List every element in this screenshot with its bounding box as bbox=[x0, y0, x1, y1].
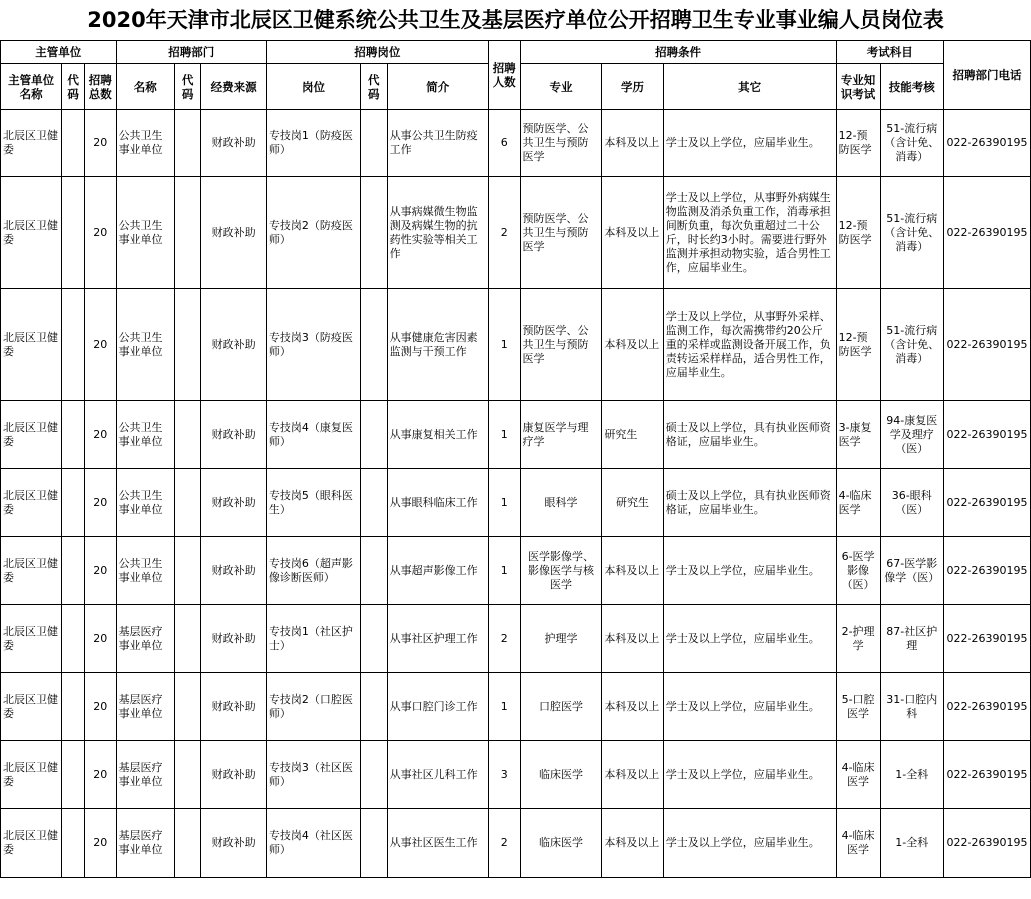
cell-skill-exam: 51-流行病（含计免、消毒） bbox=[880, 110, 943, 177]
cell-total: 20 bbox=[84, 177, 116, 289]
cell-major: 眼科学 bbox=[520, 469, 602, 537]
col-post-code: 代码 bbox=[361, 64, 388, 110]
cell-phone: 022-26390195 bbox=[943, 401, 1030, 469]
cell-supervisor-code bbox=[62, 401, 85, 469]
cell-dept-code bbox=[174, 289, 201, 401]
cell-dept-code bbox=[174, 469, 201, 537]
cell-education: 本科及以上 bbox=[602, 673, 663, 741]
cell-education: 本科及以上 bbox=[602, 177, 663, 289]
col-funding: 经费来源 bbox=[201, 64, 266, 110]
cell-dept-code bbox=[174, 673, 201, 741]
col-knowledge-exam: 专业知识考试 bbox=[836, 64, 880, 110]
cell-supervisor: 北辰区卫健委 bbox=[1, 110, 62, 177]
cell-count: 3 bbox=[488, 741, 520, 809]
cell-post-code bbox=[361, 741, 388, 809]
cell-education: 本科及以上 bbox=[602, 110, 663, 177]
cell-post: 专技岗1（社区护士） bbox=[266, 605, 360, 673]
cell-phone: 022-26390195 bbox=[943, 605, 1030, 673]
cell-post: 专技岗4（社区医师） bbox=[266, 809, 360, 878]
table-row bbox=[1, 469, 1031, 537]
cell-post-code bbox=[361, 537, 388, 605]
cell-education: 研究生 bbox=[602, 401, 663, 469]
cell-total: 20 bbox=[84, 809, 116, 878]
cell-total: 20 bbox=[84, 110, 116, 177]
cell-phone: 022-26390195 bbox=[943, 741, 1030, 809]
cell-post-code bbox=[361, 469, 388, 537]
cell-major: 口腔医学 bbox=[520, 673, 602, 741]
cell-education: 本科及以上 bbox=[602, 809, 663, 878]
col-major: 专业 bbox=[520, 64, 602, 110]
cell-other: 学士及以上学位，从事野外病媒生物监测及消杀负重工作，消毒承担间断负重，每次负重超过二十公斤，时长约3小时。需要进行野外监测并承担动物实验，适合男性工作，应届毕业生。 bbox=[663, 177, 836, 289]
cell-skill-exam: 1-全科 bbox=[880, 809, 943, 878]
cell-count: 1 bbox=[488, 401, 520, 469]
cell-dept: 基层医疗事业单位 bbox=[116, 809, 174, 878]
cell-knowledge-exam: 4-临床医学 bbox=[836, 809, 880, 878]
cell-intro: 从事社区儿科工作 bbox=[387, 741, 488, 809]
cell-skill-exam: 51-流行病（含计免、消毒） bbox=[880, 289, 943, 401]
cell-other: 硕士及以上学位，具有执业医师资格证，应届毕业生。 bbox=[663, 401, 836, 469]
cell-skill-exam: 87-社区护理 bbox=[880, 605, 943, 673]
cell-count: 2 bbox=[488, 809, 520, 878]
cell-supervisor-code bbox=[62, 110, 85, 177]
cell-post: 专技岗2（口腔医师） bbox=[266, 673, 360, 741]
cell-skill-exam: 31-口腔内科 bbox=[880, 673, 943, 741]
cell-supervisor-code bbox=[62, 741, 85, 809]
header-conditions: 招聘条件 bbox=[520, 41, 836, 64]
cell-count: 2 bbox=[488, 177, 520, 289]
table-row bbox=[1, 741, 1031, 809]
cell-skill-exam: 1-全科 bbox=[880, 741, 943, 809]
table-row bbox=[1, 110, 1031, 177]
cell-supervisor-code bbox=[62, 469, 85, 537]
cell-phone: 022-26390195 bbox=[943, 177, 1030, 289]
cell-count: 1 bbox=[488, 289, 520, 401]
table-row bbox=[1, 605, 1031, 673]
cell-post-code bbox=[361, 289, 388, 401]
table-row bbox=[1, 401, 1031, 469]
cell-dept: 基层医疗事业单位 bbox=[116, 673, 174, 741]
cell-post: 专技岗4（康复医师） bbox=[266, 401, 360, 469]
col-post: 岗位 bbox=[266, 64, 360, 110]
page-title: 2020年天津市北辰区卫健系统公共卫生及基层医疗单位公开招聘卫生专业事业编人员岗位表 bbox=[87, 8, 944, 32]
cell-major: 临床医学 bbox=[520, 741, 602, 809]
cell-intro: 从事眼科临床工作 bbox=[387, 469, 488, 537]
cell-major: 临床医学 bbox=[520, 809, 602, 878]
cell-post-code bbox=[361, 177, 388, 289]
cell-count: 2 bbox=[488, 605, 520, 673]
positions-table bbox=[0, 40, 1031, 878]
cell-other: 学士及以上学位，从事野外采样、监测工作，每次需携带约20公斤重的采样或监测设备开展工作，负责转运采样样品，适合男性工作，应届毕业生。 bbox=[663, 289, 836, 401]
cell-major: 预防医学、公共卫生与预防医学 bbox=[520, 289, 602, 401]
cell-dept-code bbox=[174, 741, 201, 809]
cell-knowledge-exam: 4-临床医学 bbox=[836, 469, 880, 537]
cell-other: 学士及以上学位，应届毕业生。 bbox=[663, 537, 836, 605]
col-supervisor-name: 主管单位名称 bbox=[1, 64, 62, 110]
cell-intro: 从事公共卫生防疫工作 bbox=[387, 110, 488, 177]
cell-major: 预防医学、公共卫生与预防医学 bbox=[520, 177, 602, 289]
cell-funding: 财政补助 bbox=[201, 537, 266, 605]
cell-supervisor: 北辰区卫健委 bbox=[1, 537, 62, 605]
cell-phone: 022-26390195 bbox=[943, 537, 1030, 605]
cell-education: 本科及以上 bbox=[602, 605, 663, 673]
header-count: 招聘人数 bbox=[488, 41, 520, 110]
cell-post: 专技岗6（超声影像诊断医师） bbox=[266, 537, 360, 605]
cell-post-code bbox=[361, 401, 388, 469]
header-supervisor: 主管单位 bbox=[1, 41, 117, 64]
col-intro: 简介 bbox=[387, 64, 488, 110]
cell-post: 专技岗2（防疫医师） bbox=[266, 177, 360, 289]
header-phone: 招聘部门电话 bbox=[943, 41, 1030, 110]
cell-major: 康复医学与理疗学 bbox=[520, 401, 602, 469]
cell-education: 本科及以上 bbox=[602, 537, 663, 605]
cell-total: 20 bbox=[84, 401, 116, 469]
cell-total: 20 bbox=[84, 741, 116, 809]
cell-funding: 财政补助 bbox=[201, 741, 266, 809]
cell-dept: 公共卫生事业单位 bbox=[116, 289, 174, 401]
cell-other: 学士及以上学位，应届毕业生。 bbox=[663, 809, 836, 878]
cell-knowledge-exam: 12-预防医学 bbox=[836, 289, 880, 401]
cell-intro: 从事健康危害因素监测与干预工作 bbox=[387, 289, 488, 401]
cell-post-code bbox=[361, 809, 388, 878]
table-row bbox=[1, 177, 1031, 289]
cell-funding: 财政补助 bbox=[201, 605, 266, 673]
cell-knowledge-exam: 12-预防医学 bbox=[836, 110, 880, 177]
col-total: 招聘总数 bbox=[84, 64, 116, 110]
cell-supervisor: 北辰区卫健委 bbox=[1, 177, 62, 289]
cell-supervisor: 北辰区卫健委 bbox=[1, 401, 62, 469]
cell-count: 1 bbox=[488, 673, 520, 741]
cell-supervisor-code bbox=[62, 809, 85, 878]
cell-post: 专技岗1（防疫医师） bbox=[266, 110, 360, 177]
cell-supervisor: 北辰区卫健委 bbox=[1, 741, 62, 809]
cell-dept-code bbox=[174, 177, 201, 289]
col-skill-exam: 技能考核 bbox=[880, 64, 943, 110]
cell-other: 学士及以上学位，应届毕业生。 bbox=[663, 741, 836, 809]
cell-post-code bbox=[361, 673, 388, 741]
cell-dept: 公共卫生事业单位 bbox=[116, 469, 174, 537]
cell-total: 20 bbox=[84, 673, 116, 741]
cell-post: 专技岗3（防疫医师） bbox=[266, 289, 360, 401]
cell-total: 20 bbox=[84, 537, 116, 605]
cell-knowledge-exam: 4-临床医学 bbox=[836, 741, 880, 809]
cell-dept: 公共卫生事业单位 bbox=[116, 401, 174, 469]
cell-total: 20 bbox=[84, 469, 116, 537]
cell-skill-exam: 36-眼科（医） bbox=[880, 469, 943, 537]
cell-dept-code bbox=[174, 401, 201, 469]
cell-funding: 财政补助 bbox=[201, 110, 266, 177]
col-education: 学历 bbox=[602, 64, 663, 110]
col-dept-code: 代码 bbox=[174, 64, 201, 110]
cell-funding: 财政补助 bbox=[201, 401, 266, 469]
cell-intro: 从事口腔门诊工作 bbox=[387, 673, 488, 741]
cell-knowledge-exam: 3-康复医学 bbox=[836, 401, 880, 469]
cell-supervisor: 北辰区卫健委 bbox=[1, 809, 62, 878]
cell-intro: 从事超声影像工作 bbox=[387, 537, 488, 605]
cell-supervisor: 北辰区卫健委 bbox=[1, 605, 62, 673]
cell-phone: 022-26390195 bbox=[943, 110, 1030, 177]
cell-dept: 基层医疗事业单位 bbox=[116, 605, 174, 673]
cell-dept-code bbox=[174, 537, 201, 605]
col-other: 其它 bbox=[663, 64, 836, 110]
cell-supervisor-code bbox=[62, 289, 85, 401]
cell-supervisor-code bbox=[62, 605, 85, 673]
cell-funding: 财政补助 bbox=[201, 469, 266, 537]
cell-knowledge-exam: 6-医学影像（医） bbox=[836, 537, 880, 605]
cell-post-code bbox=[361, 110, 388, 177]
cell-education: 本科及以上 bbox=[602, 289, 663, 401]
cell-intro: 从事社区医生工作 bbox=[387, 809, 488, 878]
cell-funding: 财政补助 bbox=[201, 673, 266, 741]
cell-major: 护理学 bbox=[520, 605, 602, 673]
cell-education: 研究生 bbox=[602, 469, 663, 537]
cell-supervisor-code bbox=[62, 537, 85, 605]
cell-knowledge-exam: 12-预防医学 bbox=[836, 177, 880, 289]
col-supervisor-code: 代码 bbox=[62, 64, 85, 110]
cell-other: 学士及以上学位，应届毕业生。 bbox=[663, 605, 836, 673]
header-exam: 考试科目 bbox=[836, 41, 943, 64]
cell-skill-exam: 94-康复医学及理疗（医） bbox=[880, 401, 943, 469]
header-position: 招聘岗位 bbox=[266, 41, 488, 64]
cell-count: 1 bbox=[488, 537, 520, 605]
cell-count: 6 bbox=[488, 110, 520, 177]
cell-dept-code bbox=[174, 605, 201, 673]
table-row bbox=[1, 537, 1031, 605]
cell-skill-exam: 67-医学影像学（医） bbox=[880, 537, 943, 605]
cell-other: 硕士及以上学位，具有执业医师资格证，应届毕业生。 bbox=[663, 469, 836, 537]
cell-dept-code bbox=[174, 110, 201, 177]
cell-supervisor: 北辰区卫健委 bbox=[1, 673, 62, 741]
cell-funding: 财政补助 bbox=[201, 177, 266, 289]
cell-intro: 从事病媒微生物监测及病媒生物的抗药性实验等相关工作 bbox=[387, 177, 488, 289]
col-dept-name: 名称 bbox=[116, 64, 174, 110]
cell-total: 20 bbox=[84, 605, 116, 673]
cell-supervisor: 北辰区卫健委 bbox=[1, 289, 62, 401]
cell-dept: 基层医疗事业单位 bbox=[116, 741, 174, 809]
cell-supervisor: 北辰区卫健委 bbox=[1, 469, 62, 537]
table-row bbox=[1, 809, 1031, 878]
cell-count: 1 bbox=[488, 469, 520, 537]
cell-supervisor-code bbox=[62, 177, 85, 289]
cell-education: 本科及以上 bbox=[602, 741, 663, 809]
header-department: 招聘部门 bbox=[116, 41, 266, 64]
cell-skill-exam: 51-流行病（含计免、消毒） bbox=[880, 177, 943, 289]
cell-knowledge-exam: 2-护理学 bbox=[836, 605, 880, 673]
cell-post: 专技岗5（眼科医生） bbox=[266, 469, 360, 537]
cell-total: 20 bbox=[84, 289, 116, 401]
cell-intro: 从事社区护理工作 bbox=[387, 605, 488, 673]
cell-other: 学士及以上学位，应届毕业生。 bbox=[663, 673, 836, 741]
cell-post-code bbox=[361, 605, 388, 673]
table-row bbox=[1, 673, 1031, 741]
table-row bbox=[1, 289, 1031, 401]
cell-knowledge-exam: 5-口腔医学 bbox=[836, 673, 880, 741]
header-row-groups bbox=[1, 41, 1031, 64]
cell-dept: 公共卫生事业单位 bbox=[116, 110, 174, 177]
cell-supervisor-code bbox=[62, 673, 85, 741]
cell-major: 预防医学、公共卫生与预防医学 bbox=[520, 110, 602, 177]
cell-phone: 022-26390195 bbox=[943, 469, 1030, 537]
cell-dept-code bbox=[174, 809, 201, 878]
cell-dept: 公共卫生事业单位 bbox=[116, 177, 174, 289]
cell-intro: 从事康复相关工作 bbox=[387, 401, 488, 469]
cell-other: 学士及以上学位，应届毕业生。 bbox=[663, 110, 836, 177]
cell-phone: 022-26390195 bbox=[943, 809, 1030, 878]
cell-dept: 公共卫生事业单位 bbox=[116, 537, 174, 605]
cell-post: 专技岗3（社区医师） bbox=[266, 741, 360, 809]
cell-phone: 022-26390195 bbox=[943, 673, 1030, 741]
cell-funding: 财政补助 bbox=[201, 289, 266, 401]
cell-phone: 022-26390195 bbox=[943, 289, 1030, 401]
cell-funding: 财政补助 bbox=[201, 809, 266, 878]
cell-major: 医学影像学、影像医学与核医学 bbox=[520, 537, 602, 605]
